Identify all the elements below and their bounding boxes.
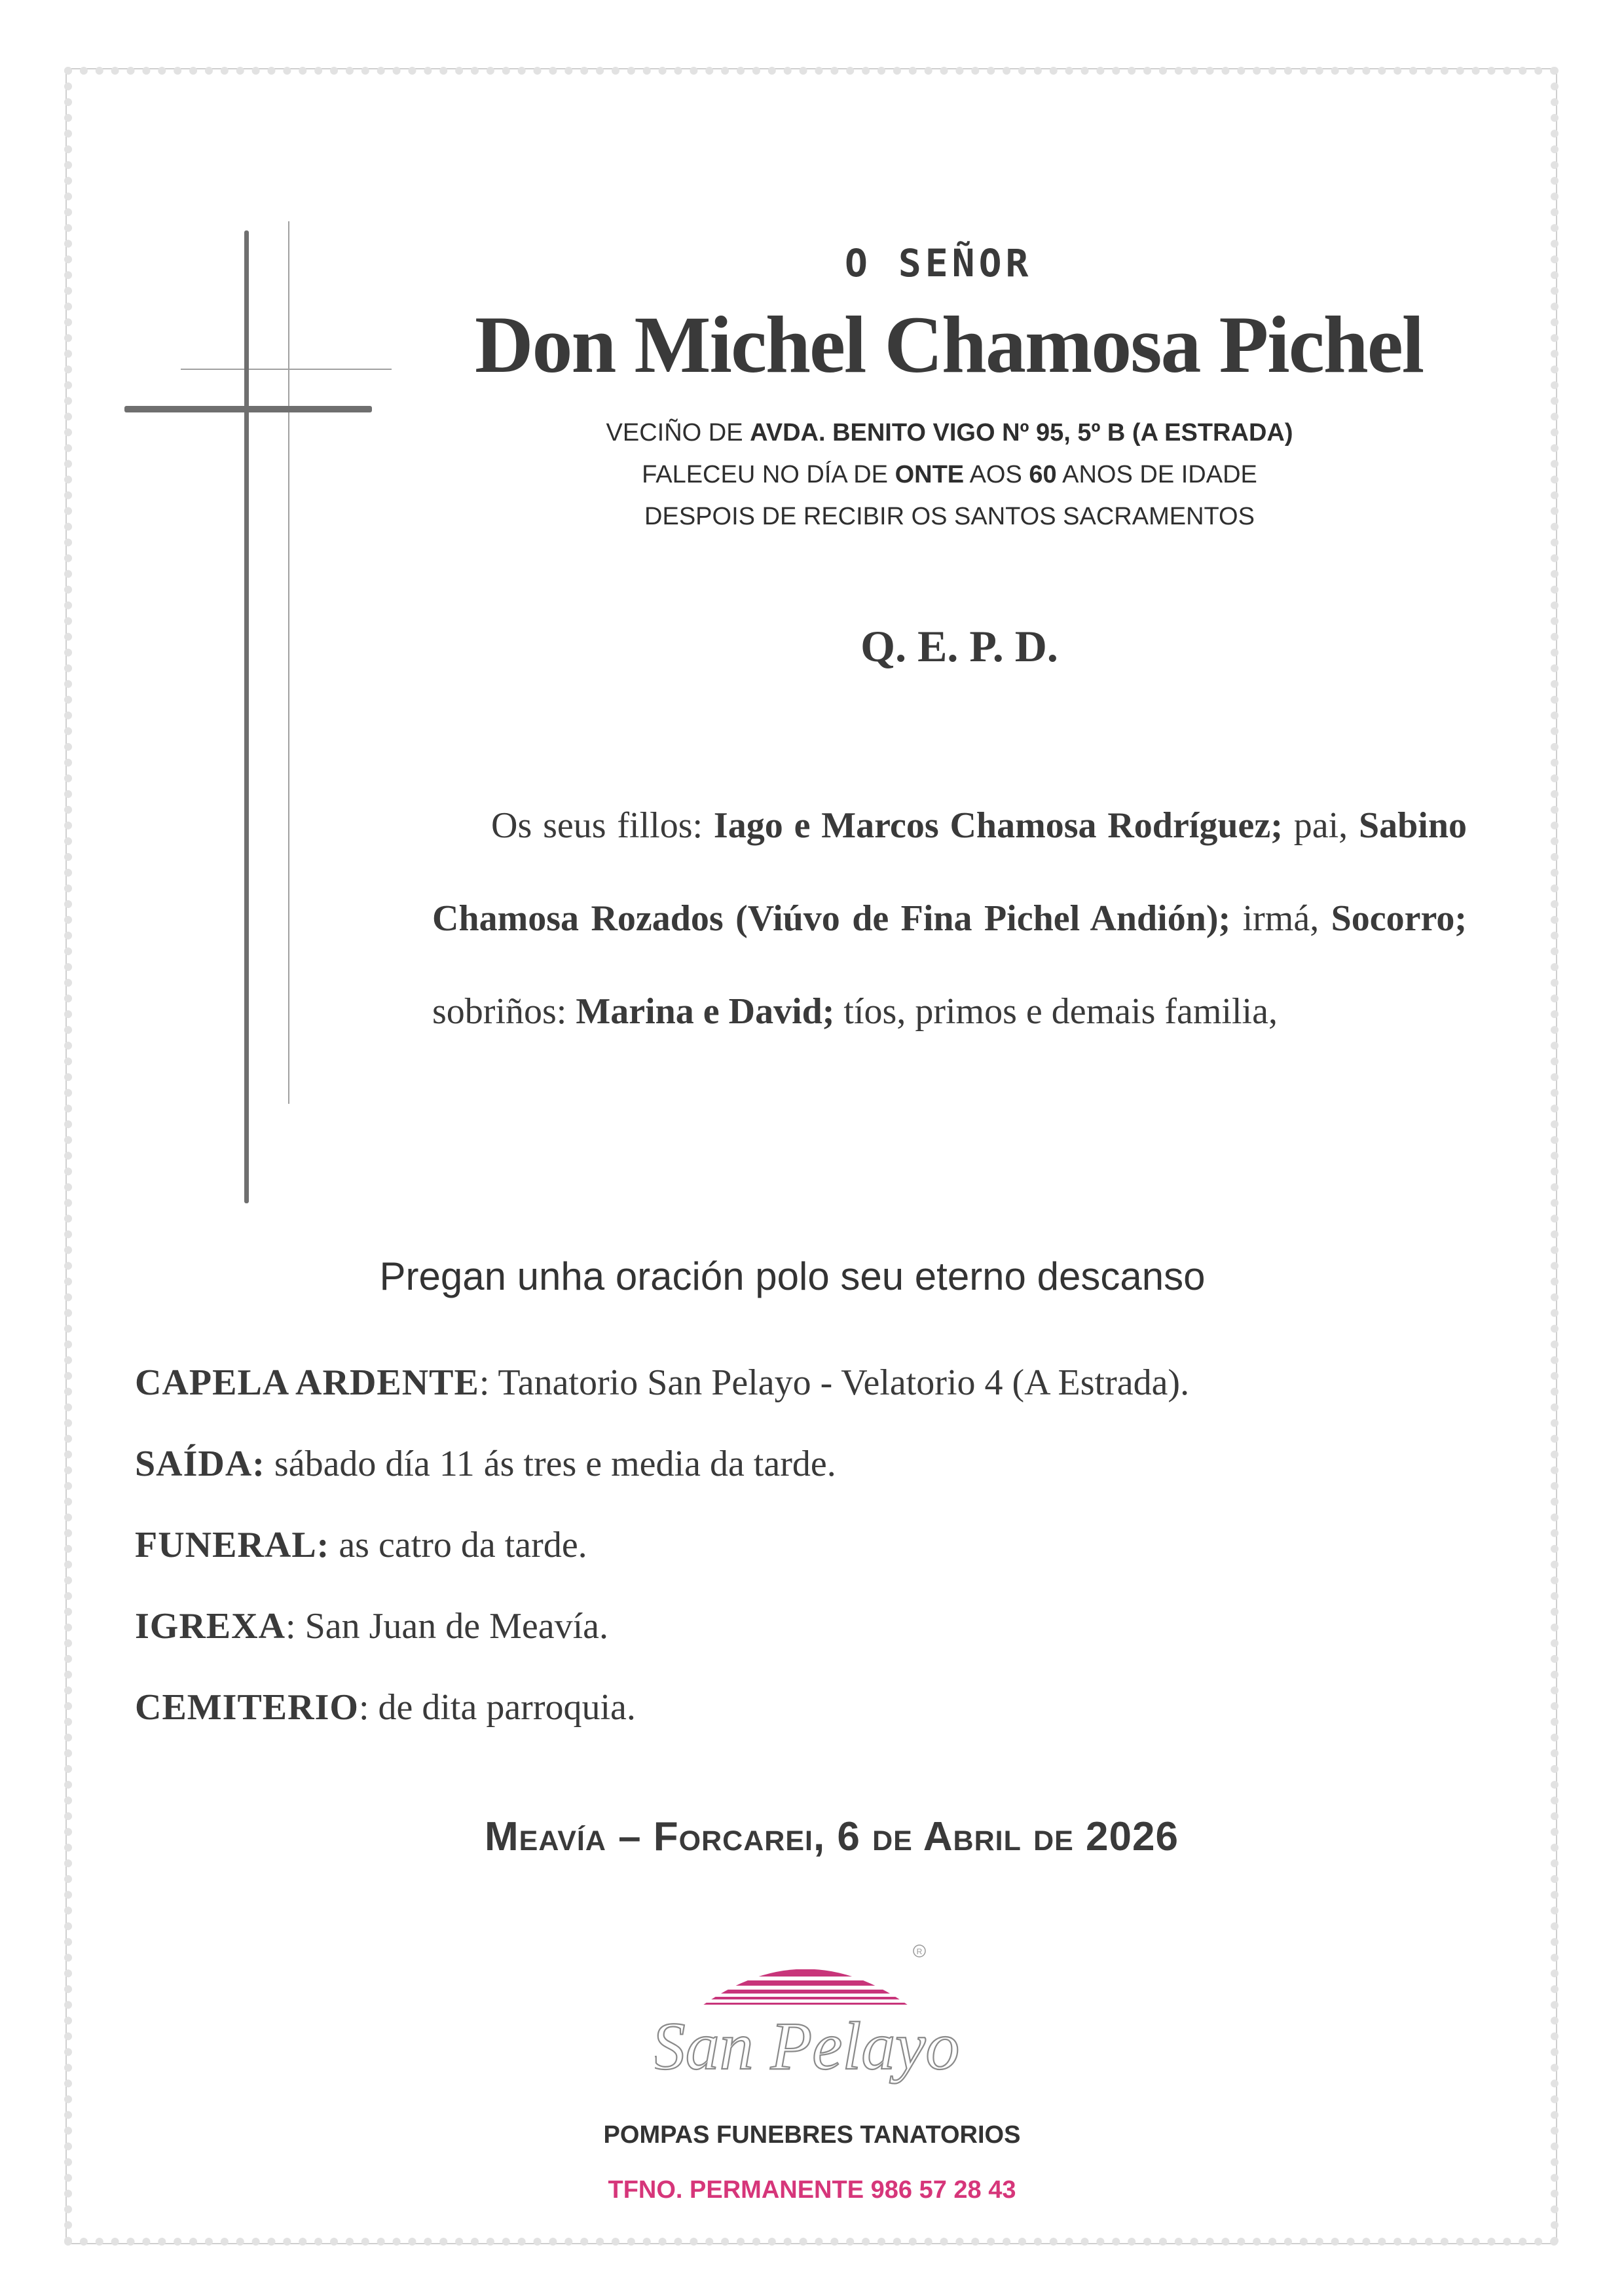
address: AVDA. BENITO VIGO Nº 95, 5º B (A ESTRADA) — [750, 419, 1293, 446]
detail-label: FUNERAL: — [135, 1525, 330, 1565]
detail-label: IGREXA — [135, 1606, 286, 1647]
cross-thin-horizontal — [181, 369, 392, 370]
address-prefix: VECIÑO DE — [606, 419, 750, 446]
detail-value: sábado día 11 ás tres e media da tarde. — [274, 1444, 836, 1484]
death-mid: AOS — [964, 461, 1029, 488]
family-rest: tíos, primos e demais familia, — [834, 991, 1278, 1032]
cross-vertical — [244, 230, 249, 1203]
detail-label: SAÍDA: — [135, 1444, 265, 1484]
prayer-line: Pregan unha oración polo seu eterno descanso — [379, 1254, 1206, 1298]
sacraments-line: DESPOIS DE RECIBIR OS SANTOS SACRAMENTOS — [644, 503, 1255, 530]
detail-label: CAPELA ARDENTE — [135, 1362, 479, 1403]
logo-text: San Pelayo — [655, 2009, 960, 2084]
detail-value: de dita parroquia. — [378, 1687, 636, 1728]
deceased-name: Don Michel Chamosa Pichel — [475, 300, 1424, 390]
death-line — [498, 461, 1401, 489]
family-nephews: Marina e David; — [576, 991, 835, 1032]
title-prefix: O SEÑOR — [845, 241, 1033, 285]
detail-sep: : — [358, 1687, 378, 1728]
family-sister-label: irmá, — [1230, 898, 1331, 939]
detail-label: CEMITERIO — [135, 1687, 359, 1728]
detail-row — [135, 1524, 587, 1566]
detail-sep: : — [479, 1362, 498, 1403]
family-sister: Socorro; — [1331, 898, 1467, 939]
detail-sep: : — [286, 1606, 305, 1647]
detail-value: Tanatorio San Pelayo - Velatorio 4 (A Estrada). — [498, 1362, 1190, 1403]
death-day: ONTE — [895, 461, 965, 488]
death-prefix: FALECEU NO DÍA DE — [642, 461, 895, 488]
detail-value: San Juan de Meavía. — [304, 1606, 609, 1647]
detail-sep — [265, 1444, 274, 1484]
family-children: Iago e Marcos Chamosa Rodríguez; — [713, 805, 1283, 846]
detail-sep — [329, 1525, 339, 1565]
detail-row — [135, 1443, 836, 1485]
family-intro: Os seus fillos: — [491, 805, 714, 846]
death-suffix: ANOS DE IDADE — [1056, 461, 1257, 488]
family-father: Sabino Chamosa Rozados (Viúvo de Fina Pichel Andión); — [432, 805, 1467, 939]
family-nephews-label: sobriños: — [432, 991, 576, 1032]
detail-row — [135, 1686, 636, 1728]
detail-row — [135, 1362, 1189, 1404]
qepd: Q. E. P. D. — [860, 621, 1058, 671]
family-paragraph — [432, 779, 1467, 1058]
company-name: POMPAS FUNEBRES TANATORIOS — [603, 2121, 1021, 2149]
detail-row — [135, 1605, 608, 1647]
family-father-label: pai, — [1282, 805, 1359, 846]
address-line — [498, 419, 1401, 447]
age: 60 — [1029, 461, 1057, 488]
registered-mark: R — [916, 1947, 923, 1956]
place-date: Meavía – Forcarei, 6 de Abril de 2026 — [485, 1814, 1179, 1859]
phone-number: TFNO. PERMANENTE 986 57 28 43 — [608, 2176, 1016, 2204]
detail-value: as catro da tarde. — [339, 1525, 587, 1565]
cross-horizontal — [124, 406, 372, 412]
san-pelayo-logo — [655, 1938, 969, 2128]
logo-graphic — [655, 1938, 969, 2128]
